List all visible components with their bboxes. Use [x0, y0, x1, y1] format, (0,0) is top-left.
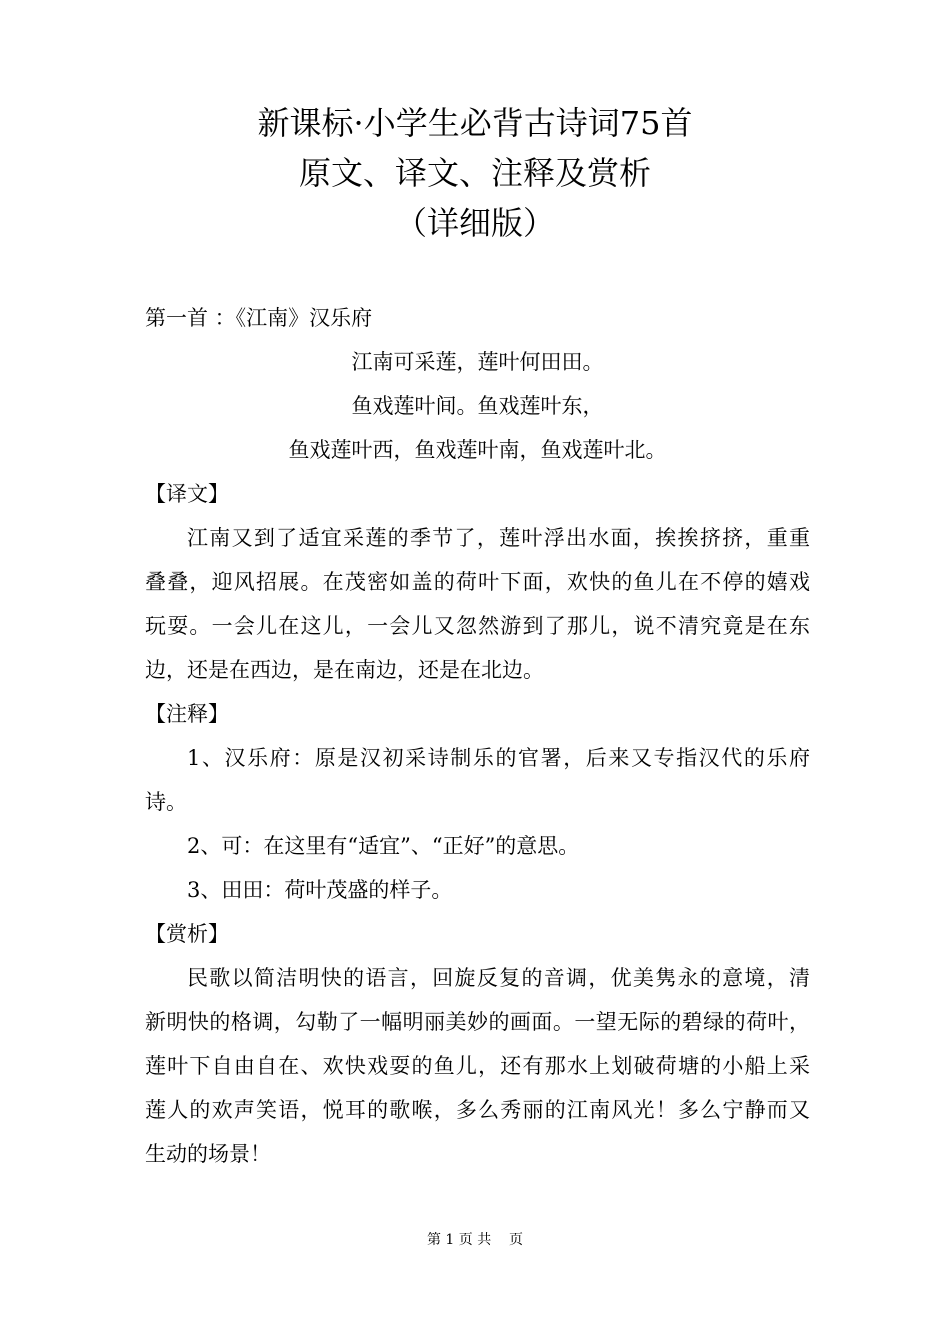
page-number-footer: 第 1 页 共 页 [426, 1232, 524, 1248]
poem-line: 鱼戏莲叶间。鱼戏莲叶东， [351, 394, 604, 418]
document-body [145, 296, 810, 1176]
paragraph-row: 诗。 [145, 790, 187, 814]
paragraph-row: 莲叶下自由自在、欢快戏耍的鱼儿，还有那水上划破荷塘的小船上采 [145, 1054, 810, 1078]
paragraph-row: 边，还是在西边，是在南边，还是在北边。 [145, 658, 544, 682]
paragraph-row: 1、汉乐府：原是汉初采诗制乐的官署，后来又专指汉代的乐府 [187, 746, 810, 770]
paragraph-row: 玩耍。一会儿在这儿，一会儿又忽然游到了那儿，说不清究竟是在东 [145, 614, 810, 638]
poem-line: 江南可采莲，莲叶何田田。 [351, 350, 604, 374]
translation-label: 【译文】 [145, 482, 229, 506]
translation-paragraph [145, 516, 810, 692]
paragraph-row: 叠叠，迎风招展。在茂密如盖的荷叶下面，欢快的鱼儿在不停的嬉戏 [145, 570, 810, 594]
note-item [145, 736, 810, 824]
notes-label: 【注释】 [145, 702, 229, 726]
title-line-2: 原文、译文、注释及赏析 [298, 154, 651, 192]
note-item: 2、可：在这里有“适宜”、“正好”的意思。 [187, 834, 580, 858]
poem-heading: 第一首 ：《江南》汉乐府 [145, 306, 373, 330]
paragraph-row: 民歌以简洁明快的语言，回旋反复的音调，优美隽永的意境，清 [187, 966, 810, 990]
title-line-1: 新课标·小学生必背古诗词75首 [257, 104, 693, 142]
paragraph-row: 新明快的格调，勾勒了一幅明丽美妙的画面。一望无际的碧绿的荷叶， [145, 1010, 810, 1034]
title-line-3: （详细版） [394, 204, 555, 242]
paragraph-row: 生动的场景！ [145, 1142, 271, 1166]
poem-line: 鱼戏莲叶西，鱼戏莲叶南，鱼戏莲叶北。 [288, 438, 667, 462]
document-title [0, 98, 950, 248]
paragraph-row: 莲人的欢声笑语，悦耳的歌喉，多么秀丽的江南风光！多么宁静而又 [145, 1098, 810, 1122]
appreciation-paragraph [145, 956, 810, 1176]
note-item: 3、田田：荷叶茂盛的样子。 [187, 878, 453, 902]
appreciation-label: 【赏析】 [145, 922, 229, 946]
paragraph-row: 江南又到了适宜采莲的季节了，莲叶浮出水面，挨挨挤挤，重重 [187, 526, 810, 550]
